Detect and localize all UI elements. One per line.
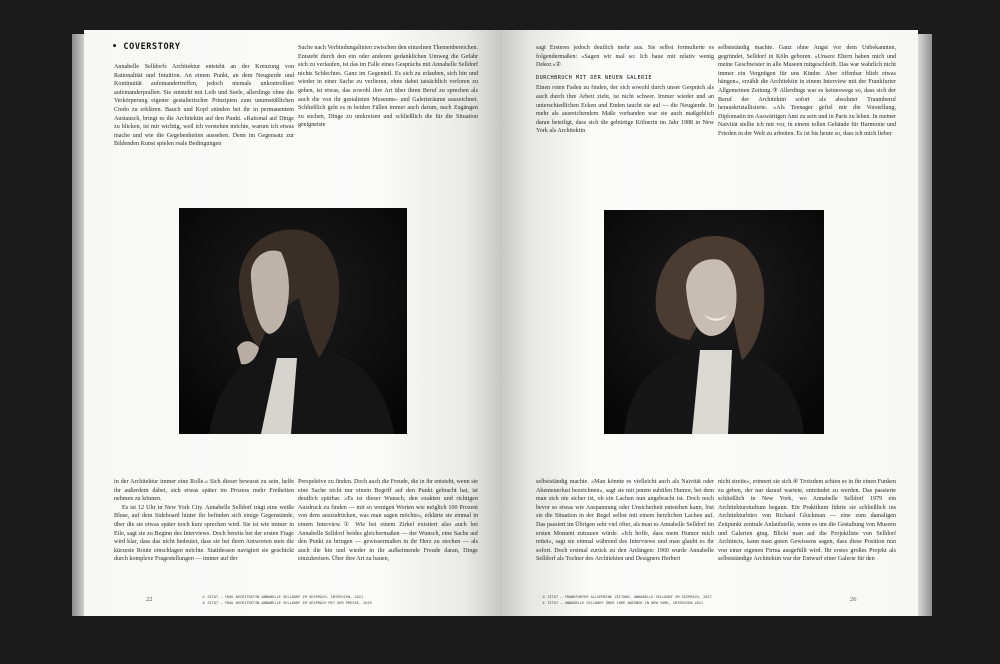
portrait-illustration-right bbox=[604, 210, 824, 434]
portrait-illustration-left bbox=[179, 208, 407, 434]
body-text: sagt Ersteres jedoch deutlich mehr aus. Sie selbst formulierte es folgendermaßen: »Sagen wir mal so: Ich baue mit relativ wenig Dekor.«② bbox=[536, 45, 714, 69]
page-number-left: 22 bbox=[146, 596, 153, 603]
body-text: Perspektive zu finden. Doch auch die Freude, die in ihr entsteht, wenn sie eine Sache nicht nur einem Begriff auf den Punkt gebracht hat, ist deutlich spürbar. »Es ist dieser Wunsch, den exakten und richtigen Ausdruck zu finden — mit so wenigen Worten wie möglich 100 Prozent von dem auszudrücken, was man sagen möchte«, erklärte sie einmal in einem Interview.① Wie bei einem Zirkel existiert also auch bei Annabelle Selldorf beides gleichermaßen — der Wunsch, eine Sache auf den Punkt zu bringen — gewissermaßen in ihr Herz zu stechen — als auch die hin und wieder in ihr aufkeimende Freude daran, Dinge einzukreisen. Über ihre Art zu bauen, bbox=[298, 479, 478, 563]
left-page bbox=[84, 30, 500, 616]
right-bottom-column-2 bbox=[718, 478, 896, 564]
footnote-right-2: ④ ZITAT – ANNABELLE SELLDORF ÜBER IHRE ANFÄNGE IN NEW YORK, INTERVIEW 2021 bbox=[542, 601, 704, 605]
body-text: in der Architektur immer eine Rolle.« Sich dieser bewusst zu sein, helfe ihr außerdem dabei, sich etwas später im Prozess mehr Freiheiten nehmen zu können. bbox=[114, 479, 294, 503]
page-number-right: 26 bbox=[850, 596, 857, 603]
right-top-column-1 bbox=[536, 44, 714, 136]
left-bottom-column-2 bbox=[298, 478, 478, 564]
subheading: DURCHBRUCH MIT DER NEUEN GALERIE bbox=[536, 74, 652, 81]
right-page bbox=[500, 30, 918, 616]
body-text: Einen roten Faden zu finden, der sich sowohl durch unser Gespräch als auch durch ihre Arbeit zieht, ist nicht schwer. Immer wieder und an unterschiedlichen Ecken und Enden taucht sie auf — die Neugierde. In mehr als ausreichendem Maße vorhanden war sie auch maßgeblich daran beteiligt, dass sich die gebürtige Kölnerin im Jahr 1988 in New York als Architektin bbox=[536, 85, 714, 135]
left-top-column-2 bbox=[298, 44, 478, 130]
book-edge-left bbox=[72, 34, 84, 616]
body-text: selbstständig machte. Ganz ohne Angst vor dem Unbekannten, gegründet, Selldorf in Köln geboren. »Unsere Eltern haben mich und meine Geschwister in alle Museen mitgeschleift. Das war wahrlich nicht immer ein Vergnügen für uns Kinder. Aber offenbar blieb etwas hängen«, erzählt die Architektin in einem Interview mit der Frankfurter Allgemeinen Zeitung.③ Allerdings war es keineswegs so, dass sich der Beruf der Architektin sofort als absoluter Traumberuf herauskristallisierte. »Als Teenager gefiel mir die Vorstellung, Diplomatin im Auswärtigen Amt zu sein und in Paris zu leben. In meiner Naivität stellte ich mir vor, in einem tollen Gebäude für Harmonie und Frieden in der Welt zu arbeiten. Es ist bis heute so, dass ich mich lieber bbox=[718, 45, 896, 137]
footnote-right-1: ③ ZITAT – FRANKFURTER ALLGEMEINE ZEITUNG, ANNABELLE SELLDORF IM GESPRÄCH, 2017 bbox=[542, 595, 712, 599]
body-text: selbstständig machte. »Man könnte es vielleicht auch als Naivität oder Abenteuerlust bezeichnen«, sagt sie mit jenem subtilen Humor, bei dem man sich nie sicher ist, ob ein Lachen nun angebracht ist. Doch noch bevor so etwas wie Anspannung oder Unsicherheit entstehen kann, löst sie die Situation in der Regel selbst mit einem herzlichen Lachen auf. Das passiert im Übrigen sehr viel öfter, als man es Annabelle Selldorf im ersten Moment zutrauen würde. »Ich hoffe, dass mein Humor mich rettet«, sagt sie einmal während des Interviews und man glaubt es ihr sofort. Doch erstmal zurück zu den Anfängen: 1960 wurde Annabelle Selldorf als Tochter des Architekten und Designers Herbert bbox=[536, 479, 714, 563]
left-top-column-1 bbox=[114, 63, 294, 149]
book-edge-right bbox=[918, 34, 932, 616]
section-kicker: • COVERSTORY bbox=[112, 42, 181, 52]
footnote-left-1: ① ZITAT – FRAU ARCHITEKTIN ANNABELLE SELLDORF IM GESPRÄCH, INTERVIEW, 2021 bbox=[202, 595, 364, 599]
left-bottom-column-1 bbox=[114, 478, 294, 564]
portrait-photo-right bbox=[604, 210, 824, 434]
body-text: Suche nach Verbindungslinien zwischen den einzelnen Themenbereichen. Entsteht durch den ein oder anderen gedanklichen Umweg die Gefahr sich zu verlaufen, ist das im Falle eines Gesprächs mit Annabelle Selldorf nichts Schlechtes. Ganz im Gegenteil. Es sich zu erlauben, sich hin und wieder in einer Sache zu verlieren, ohne dabei tatsächlich verloren zu gehen, ist etwas, das sowohl ihre Art über ihren Beruf zu sprechen als auch die von ihr gestalteten Museums- und Galerieräume auszeichnet. Schließlich geht es in beiden Fällen immer auch darum, nach Zugängen zu suchen, Dinge zu umkreisen und schließlich die für die Situation geeignetste bbox=[298, 45, 478, 129]
body-text: Es ist 12 Uhr in New York City. Annabelle Selldorf trägt eine weiße Bluse, auf dem Sideboard hinter ihr befinden sich einige Gegenstände, über die sie etwas später noch kurz sprechen wird. Sie ist wie immer in Eile, sagt sie zu Beginn des Interviews. Doch bereits bei der ersten Frage wird klar, dass das nicht bedeutet, dass sie bei ihren Antworten stets die kürzeste Route einschlagen möchte. Stattdessen navigiert sie geschickt durch komplexe Fragestellungen — immer auf der bbox=[114, 504, 294, 563]
portrait-photo-left bbox=[179, 208, 407, 434]
right-bottom-column-1 bbox=[536, 478, 714, 564]
footnote-left-2: ② ZITAT – FRAU ARCHITEKTIN ANNABELLE SELLDORF IM GESPRÄCH MIT DER PRESSE, 2019 bbox=[202, 601, 372, 605]
body-text: Annabelle Selldorfs Architektur entsteht an der Kreuzung von Rationalität und Intuition. An einem Punkt, an dem Neugierde und Kontinuität aufeinandertreffen, jedoch niemals unkontrolliert aufeinanderprallen. Sie entsteht mit Leib und Seele, allerdings ohne die Verkörperung eigener gestalterischer Prinzipien zum unumstößlichen Credo zu erklären. Bauch und Kopf stünden bei ihr in permanentem Austausch, bringt es die Architektin auf den Punkt. »Rational auf Dinge zu blicken, ist mir wichtig, weil ich verstehen möchte, warum ich etwas mache und wie die Gegebenheiten aussehen. Denn im Gegensatz zur Bildenden Kunst spielen reale Bedingungen bbox=[114, 64, 294, 148]
body-text: nicht streite«, erinnert sie sich.④ Trotzdem schien es in ihr einen Funken zu geben, der nur darauf wartete, entzündet zu werden. Das passierte schließlich in New York, wo Annabelle Selldorf 1979 ein Architekturstudium begann. Ein Praktikum führte sie schließlich ins Architekturbüro von Richard Gluckman — eine zum damaligen Zeitpunkt zentrale Anlaufstelle, wenn es um die Gestaltung von Museen und Galerien ging. Blickt man auf die Projektliste von Selldorf Architects, kann man guten Gewissens sagen, dass diese Position nun von einer eigenen Firma ausgefüllt wird. Ihr erstes großes Projekt als selbstständige Architektin war der Entwurf einer Galerie für den bbox=[718, 479, 896, 563]
right-top-column-2 bbox=[718, 44, 896, 139]
